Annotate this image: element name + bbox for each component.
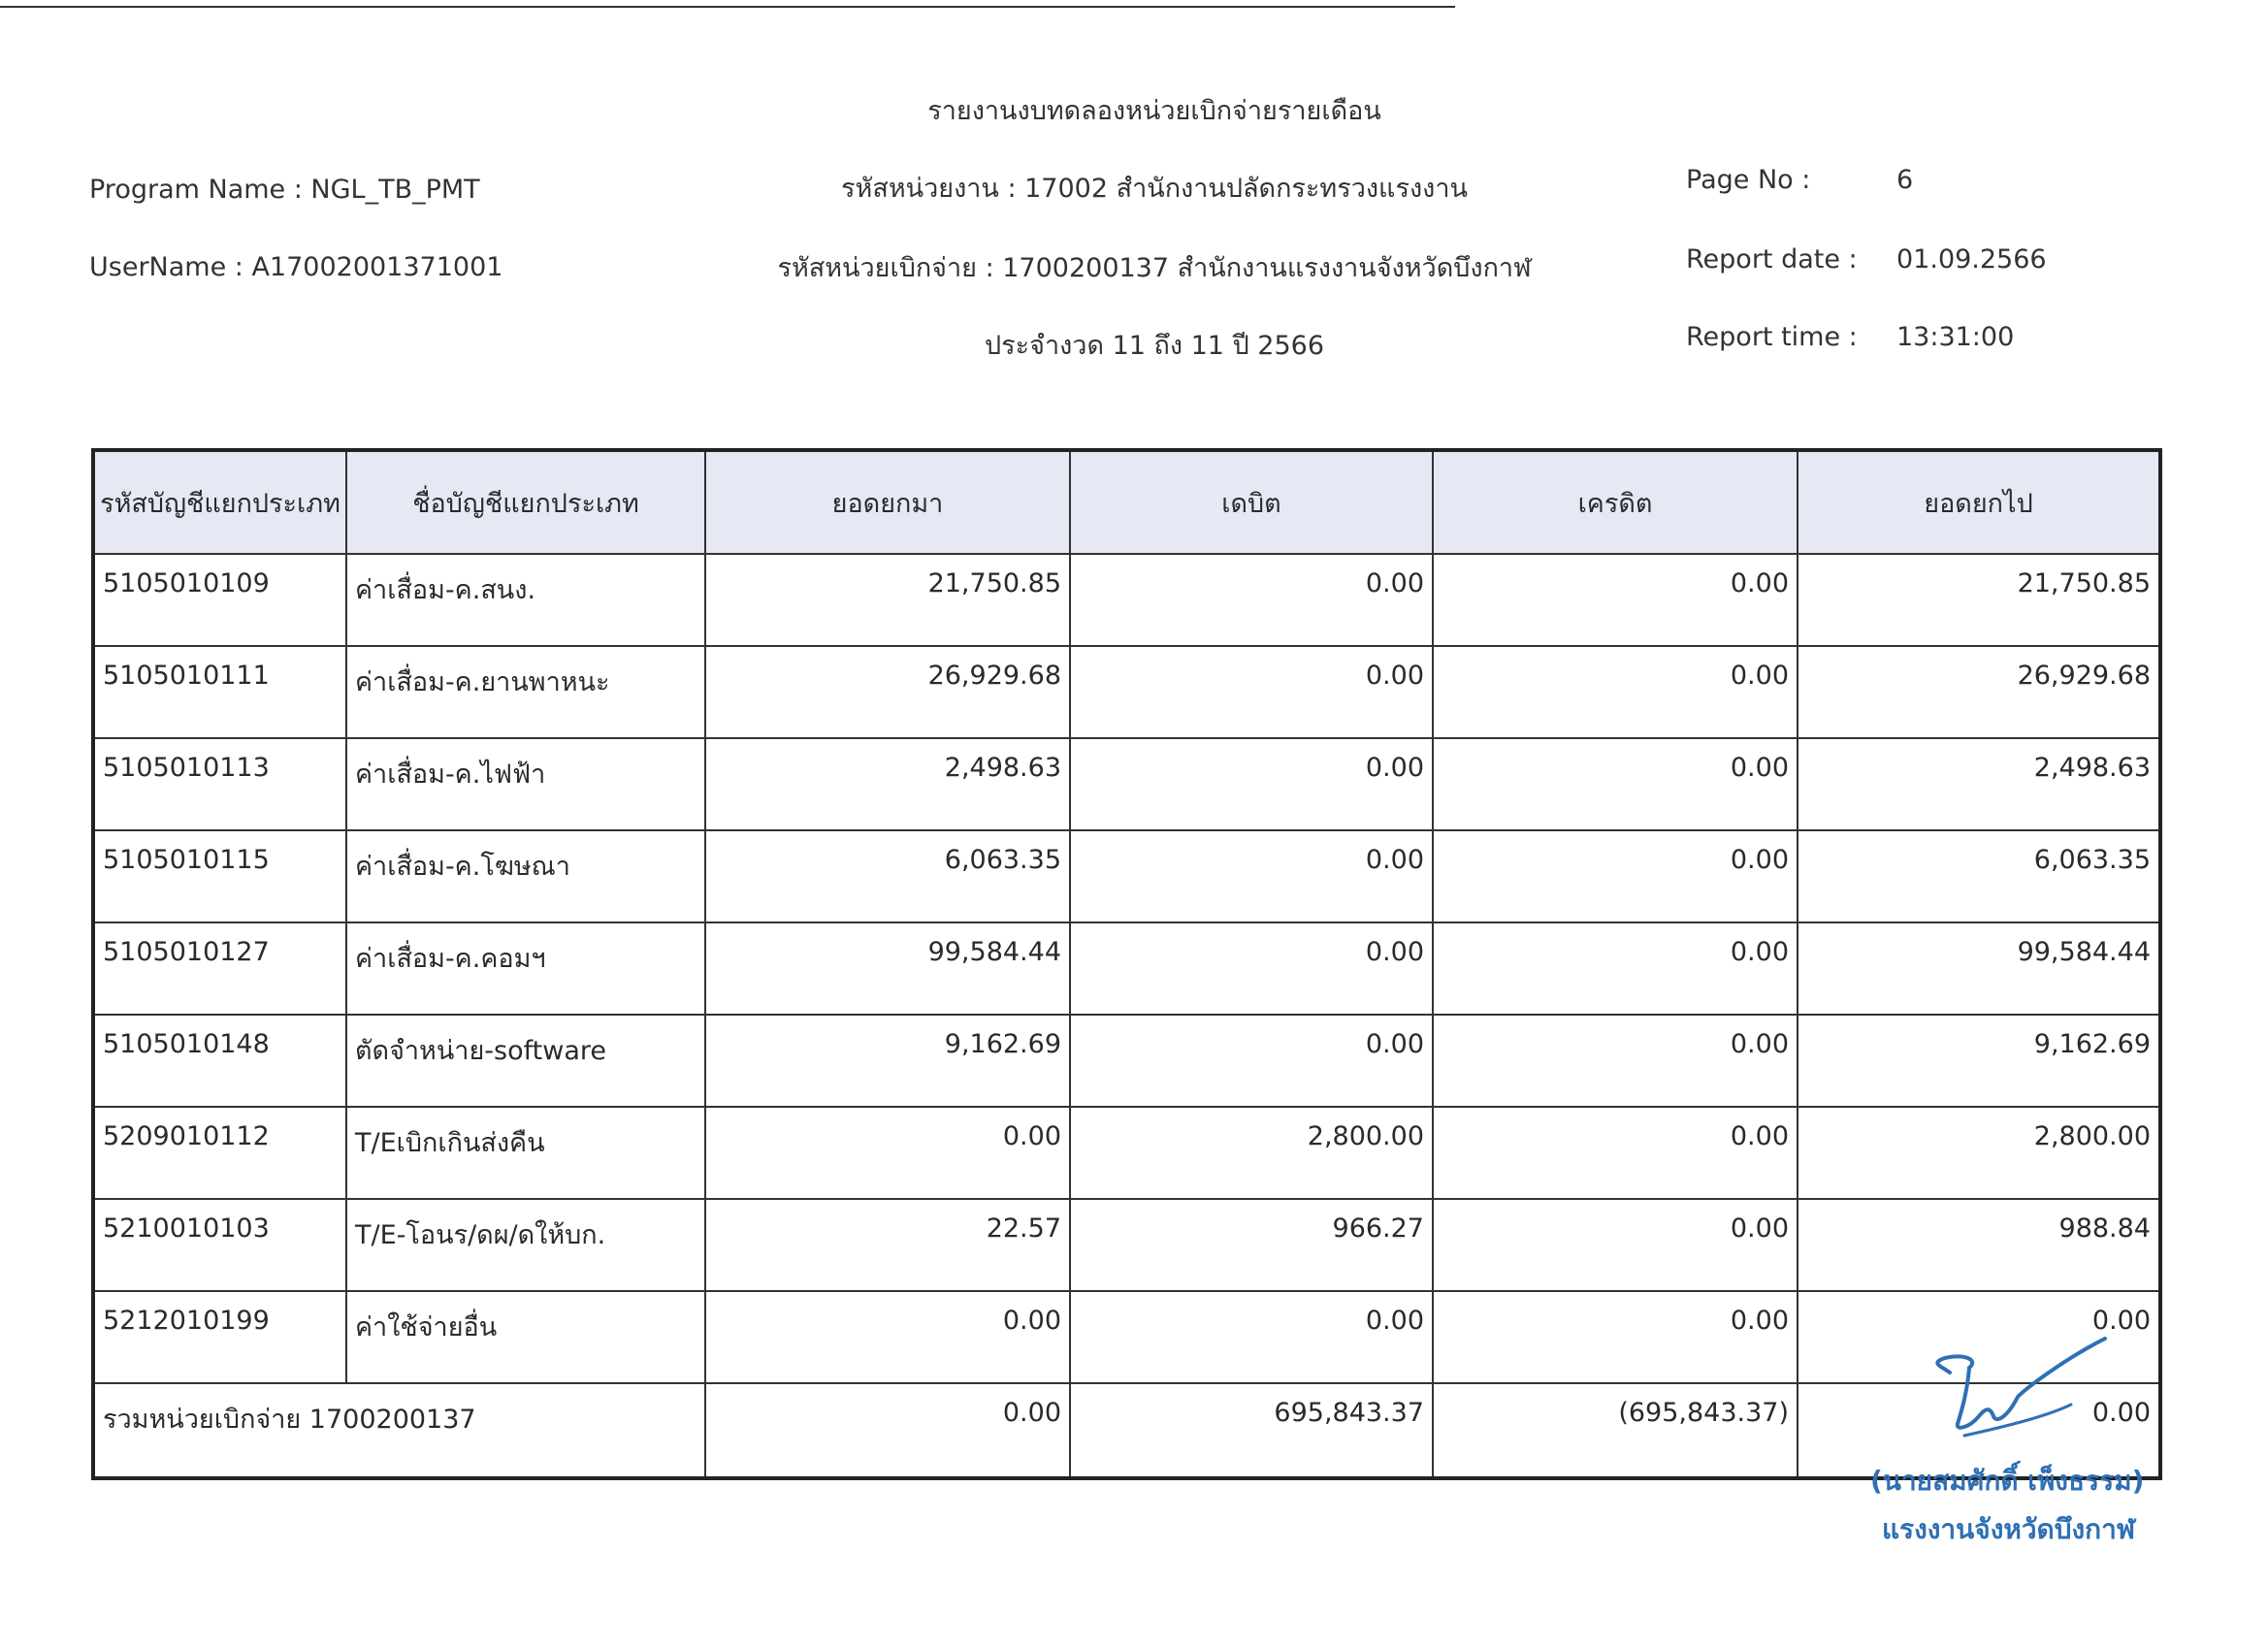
carried-forward: 21,750.85 [1798,554,2160,646]
credit: 0.00 [1433,554,1798,646]
total-credit: (695,843.37) [1433,1383,1798,1478]
debit: 0.00 [1070,554,1433,646]
column-header-debit: เดบิต [1070,450,1433,554]
account-code: 5105010109 [93,554,346,646]
account-name: T/E-โอนร/ดผ/ดให้บก. [346,1199,705,1291]
account-code: 5105010111 [93,646,346,738]
account-name: ค่าเสื่อม-ค.ไฟฟ้า [346,738,705,830]
table-row [93,830,2160,922]
agency-line: รหัสหน่วยงาน : 17002 สำนักงานปลัดกระทรวงแรงงาน [841,174,1468,204]
program-name: Program Name : NGL_TB_PMT [89,175,480,205]
credit: 0.00 [1433,646,1798,738]
signer-position: แรงงานจังหวัดบึงกาฬ [1882,1513,2135,1545]
column-header-carried-forward: ยอดยกไป [1798,450,2160,554]
carried-forward: 2,498.63 [1798,738,2160,830]
report-date-label: Report date : [1686,244,1858,275]
total-brought-forward: 0.00 [705,1383,1070,1478]
carried-forward: 0.00 [1798,1291,2160,1383]
report-time-value: 13:31:00 [1896,322,2015,352]
debit: 0.00 [1070,646,1433,738]
account-name: ค่าเสื่อม-ค.ยานพาหนะ [346,646,705,738]
page-no-label: Page No : [1686,165,1811,195]
period-line: ประจำงวด 11 ถึง 11 ปี 2566 [984,331,1325,361]
total-carried-forward: 0.00 [1798,1383,2160,1478]
brought-forward: 9,162.69 [705,1015,1070,1107]
debit: 0.00 [1070,1015,1433,1107]
account-code: 5105010148 [93,1015,346,1107]
table-row [93,738,2160,830]
table-header-row [93,450,2160,554]
brought-forward: 26,929.68 [705,646,1070,738]
table-row [93,922,2160,1015]
page-no-value: 6 [1896,165,1914,195]
account-name: T/Eเบิกเกินส่งคืน [346,1107,705,1199]
carried-forward: 99,584.44 [1798,922,2160,1015]
trial-balance-table [91,448,2162,1480]
brought-forward: 0.00 [705,1291,1070,1383]
top-rule [0,6,1455,8]
account-name: ค่าเสื่อม-ค.โฆษณา [346,830,705,922]
debit: 0.00 [1070,830,1433,922]
credit: 0.00 [1433,1015,1798,1107]
debit: 0.00 [1070,1291,1433,1383]
column-header-credit: เครดิต [1433,450,1798,554]
brought-forward: 99,584.44 [705,922,1070,1015]
table-row [93,1199,2160,1291]
account-code: 5209010112 [93,1107,346,1199]
total-debit: 695,843.37 [1070,1383,1433,1478]
table-row [93,554,2160,646]
debit: 2,800.00 [1070,1107,1433,1199]
brought-forward: 21,750.85 [705,554,1070,646]
debit: 966.27 [1070,1199,1433,1291]
user-name: UserName : A17002001371001 [89,252,503,282]
column-header-account-name: ชื่อบัญชีแยกประเภท [346,450,705,554]
debit: 0.00 [1070,922,1433,1015]
carried-forward: 6,063.35 [1798,830,2160,922]
carried-forward: 2,800.00 [1798,1107,2160,1199]
account-name: ค่าเสื่อม-ค.คอมฯ [346,922,705,1015]
handwritten-signature [1872,1319,2124,1465]
account-code: 5105010115 [93,830,346,922]
credit: 0.00 [1433,830,1798,922]
carried-forward: 26,929.68 [1798,646,2160,738]
brought-forward: 2,498.63 [705,738,1070,830]
table-row [93,1015,2160,1107]
credit: 0.00 [1433,738,1798,830]
table-row [93,1291,2160,1383]
total-label: รวมหน่วยเบิกจ่าย 1700200137 [93,1383,705,1478]
table-row [93,646,2160,738]
carried-forward: 988.84 [1798,1199,2160,1291]
brought-forward: 22.57 [705,1199,1070,1291]
column-header-brought-forward: ยอดยกมา [705,450,1070,554]
table-row [93,1107,2160,1199]
debit: 0.00 [1070,738,1433,830]
credit: 0.00 [1433,922,1798,1015]
credit: 0.00 [1433,1199,1798,1291]
disbursing-unit-line: รหัสหน่วยเบิกจ่าย : 1700200137 สำนักงานแรงงานจังหวัดบึงกาฬ [777,253,1532,283]
credit: 0.00 [1433,1291,1798,1383]
account-code: 5105010113 [93,738,346,830]
report-time-label: Report time : [1686,322,1858,352]
total-row [93,1383,2160,1478]
account-code: 5212010199 [93,1291,346,1383]
report-date-value: 01.09.2566 [1896,244,2047,275]
report-title: รายงานงบทดลองหน่วยเบิกจ่ายรายเดือน [927,96,1381,126]
brought-forward: 0.00 [705,1107,1070,1199]
column-header-account-code: รหัสบัญชีแยกประเภท [93,450,346,554]
account-code: 5210010103 [93,1199,346,1291]
brought-forward: 6,063.35 [705,830,1070,922]
account-name: ตัดจำหน่าย-software [346,1015,705,1107]
signer-name: (นายสมศักดิ์ เพ็งธรรม) [1870,1465,2145,1497]
account-name: ค่าเสื่อม-ค.สนง. [346,554,705,646]
credit: 0.00 [1433,1107,1798,1199]
account-name: ค่าใช้จ่ายอื่น [346,1291,705,1383]
carried-forward: 9,162.69 [1798,1015,2160,1107]
account-code: 5105010127 [93,922,346,1015]
